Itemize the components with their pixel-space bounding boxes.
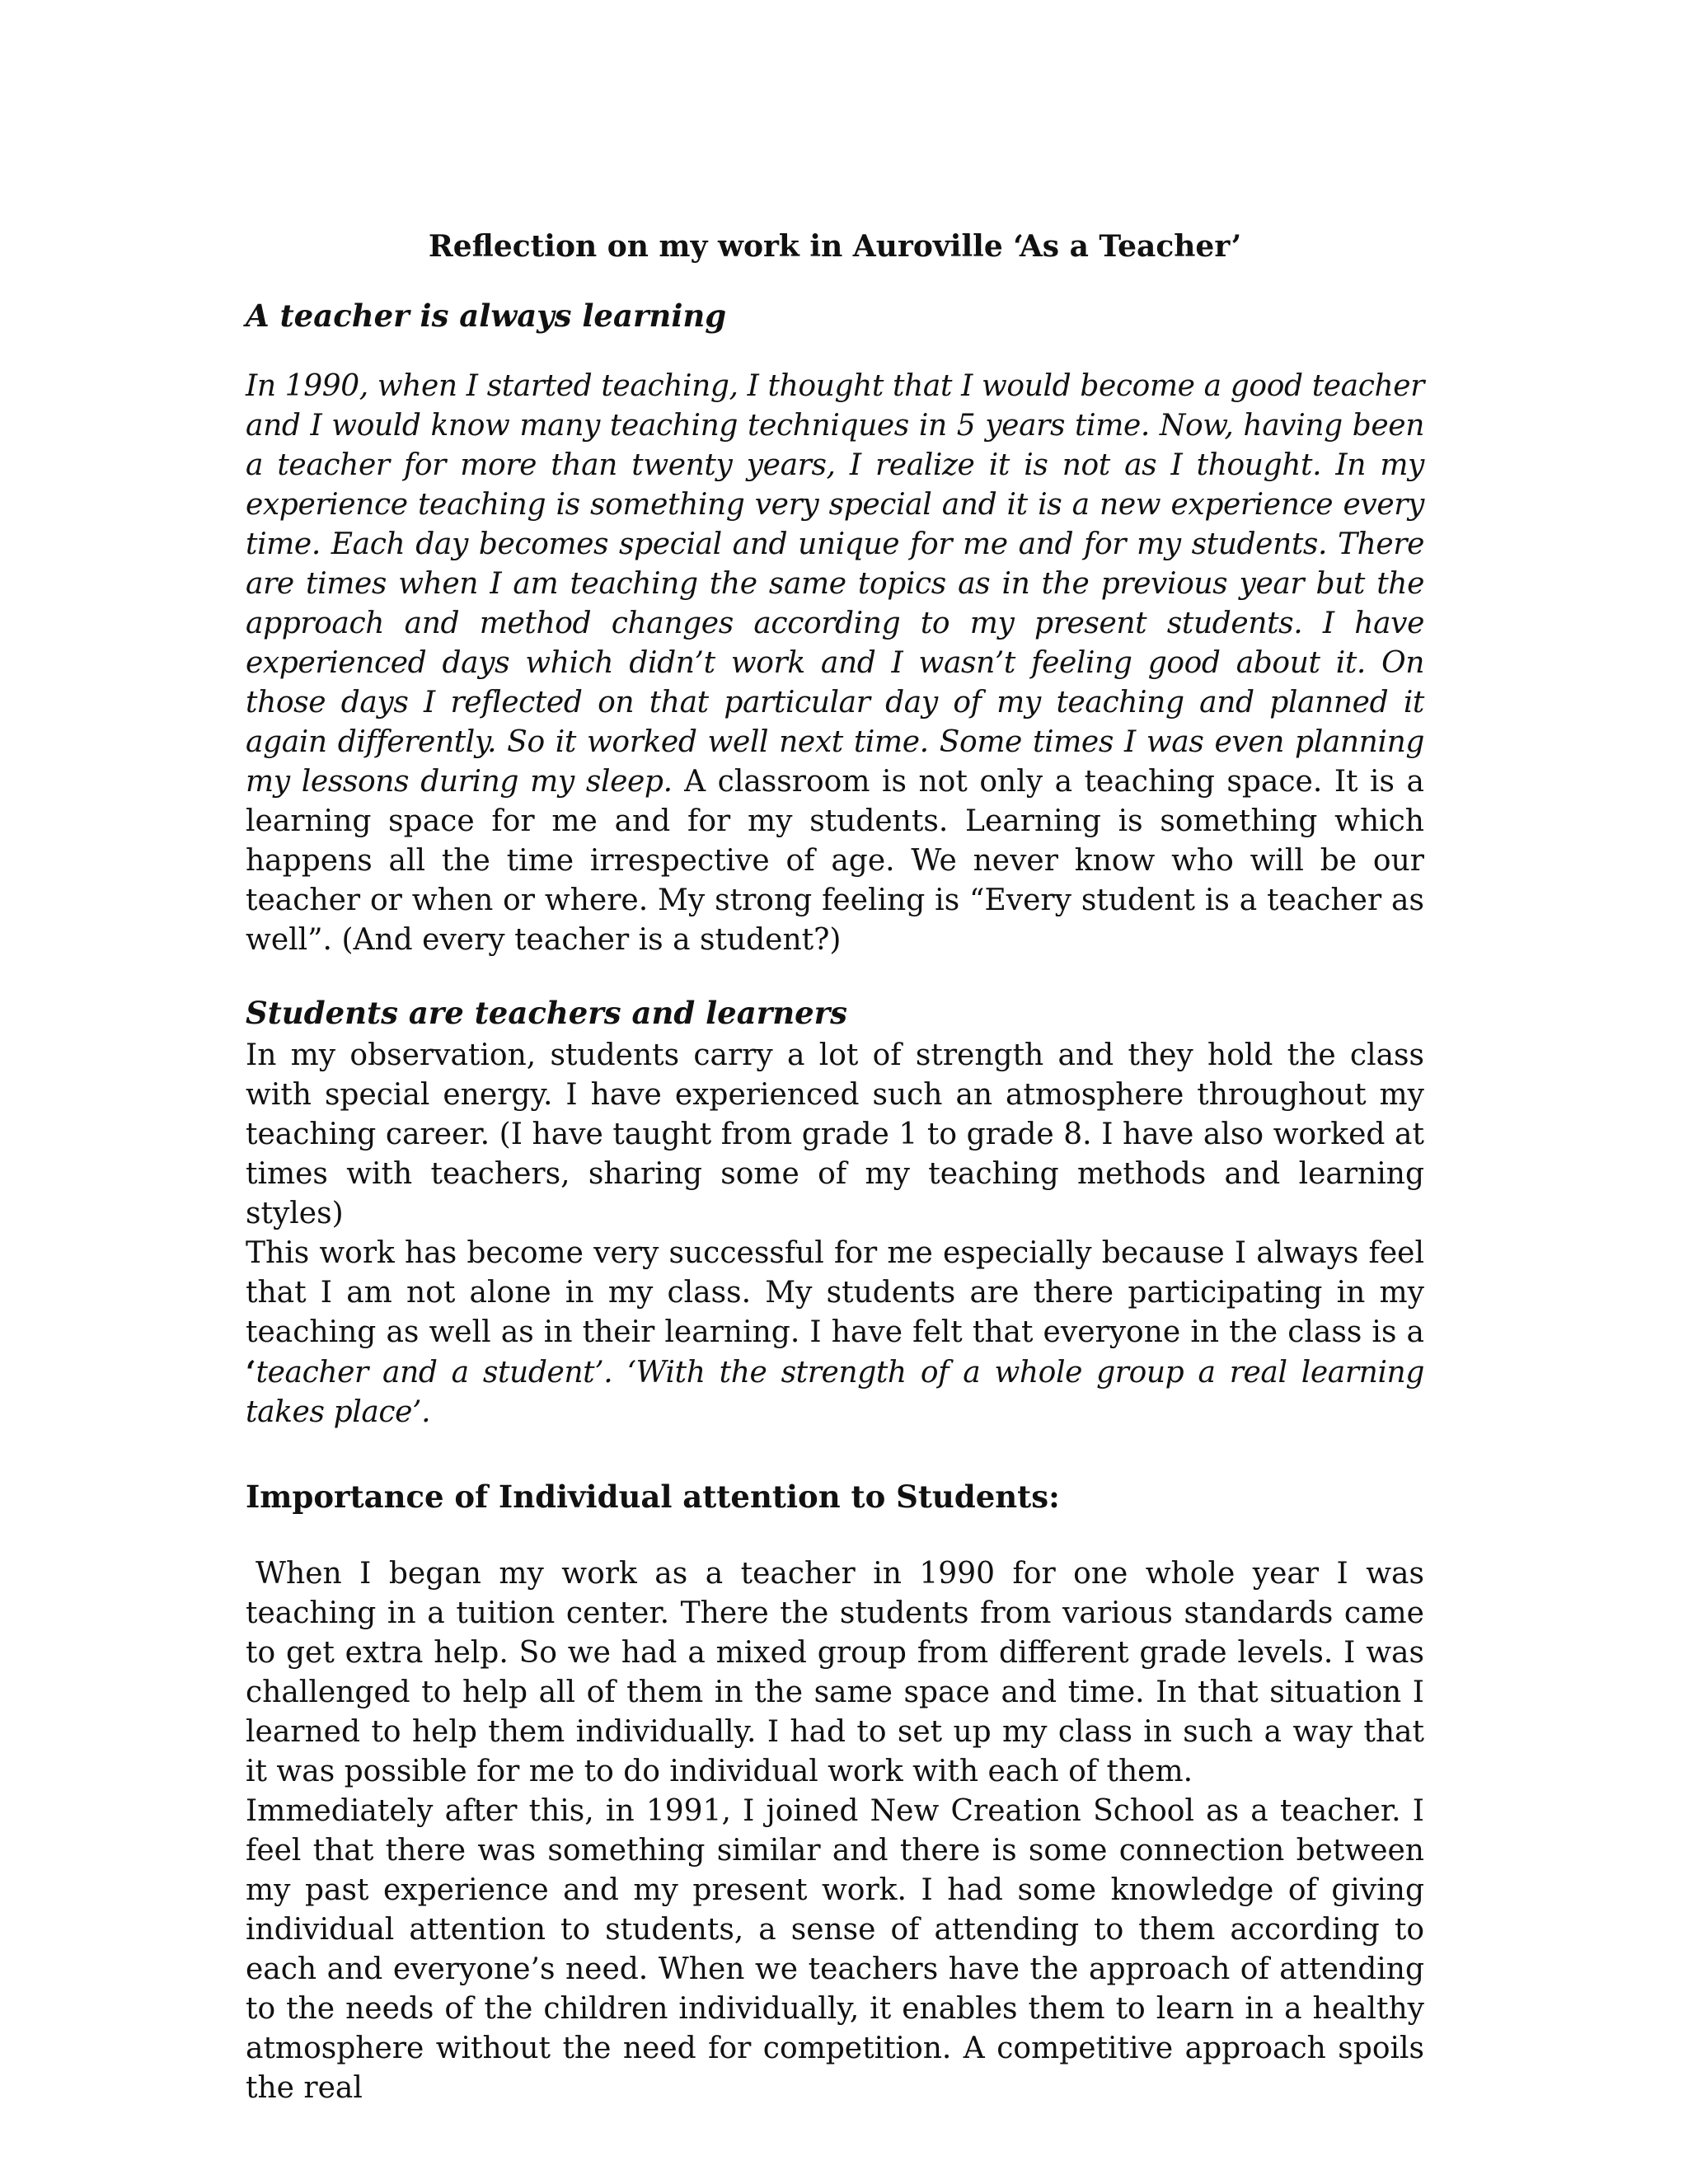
normal-text: A classroom is not only a teaching space. It is a learning space for me and for my students. Learning is something which happens all the time irrespective of age. We never know who will be our teacher or when or where. My strong feeling is “Every student is a teacher as well”. (And every teacher is a student?) bbox=[246, 765, 1424, 957]
paragraph-students-observation: In my observation, students carry a lot of strength and they hold the class with special energy. I have experienced such an atmosphere throughout my teaching career. (I have taught from grade 1 to grade 8. I have also worked at times with teachers, sharing some of my teaching methods and learning styles) bbox=[246, 1038, 1424, 1230]
italic-quote: teacher and a student’. ‘With the strength of a whole group a real learning takes place’. bbox=[246, 1356, 1424, 1429]
section-heading-teacher-always-learning: A teacher is always learning bbox=[246, 298, 727, 334]
section-heading-students-teachers-learners: Students are teachers and learners bbox=[246, 995, 847, 1031]
paragraph-students-success bbox=[246, 1234, 1424, 1432]
section-heading-individual-attention: Importance of Individual attention to Students: bbox=[246, 1479, 1060, 1515]
document-page bbox=[246, 227, 1424, 2108]
document-title: Reflection on my work in Auroville ‘As a Teacher’ bbox=[428, 229, 1242, 264]
quote-mark: ‘ bbox=[246, 1355, 256, 1390]
paragraph-teacher-always-learning bbox=[246, 367, 1424, 960]
normal-text: When I began my work as a teacher in 1990 for one whole year I was teaching in a tuition center. There the students from various standards came to get extra help. So we had a mixed group from different grade levels. I was challenged to help all of them in the same space and time. In that situation I learned to help them individually. I had to set up my class in such a way that it was possible for me to do individual work with each of them. bbox=[246, 1557, 1424, 1788]
paragraph-new-creation-school: Immediately after this, in 1991, I joined New Creation School as a teacher. I feel that there was something similar and there is some connection between my past experience and my present work. I had some knowledge of giving individual attention to students, a sense of attending to them according to each and everyone’s need. When we teachers have the approach of attending to the needs of the children individually, it enables them to learn in a healthy atmosphere without the need for competition. A competitive approach spoils the real bbox=[246, 1794, 1424, 2105]
normal-text: This work has become very successful for me especially because I always feel that I am not alone in my class. My students are there participating in my teaching as well as in their learning. I have felt that everyone in the class is a bbox=[246, 1236, 1424, 1349]
italic-text: In 1990, when I started teaching, I thought that I would become a good teacher and I would know many teaching techniques in 5 years time. Now, having been a teacher for more than twenty years, I realize it is not as I thought. In my experience teaching is something very special and it is a new experience every time. Each day becomes special and unique for me and for my students. There are times when I am teaching the same topics as in the previous year but the approach and method changes according to my present students. I have experienced days which didn’t work and I wasn’t feeling good about it. On those days I reflected on that particular day of my teaching and planned it again differently. So it worked well next time. Some times I was even planning my lessons during my sleep. bbox=[246, 369, 1424, 799]
paragraph-tuition-center bbox=[246, 1554, 1424, 1792]
